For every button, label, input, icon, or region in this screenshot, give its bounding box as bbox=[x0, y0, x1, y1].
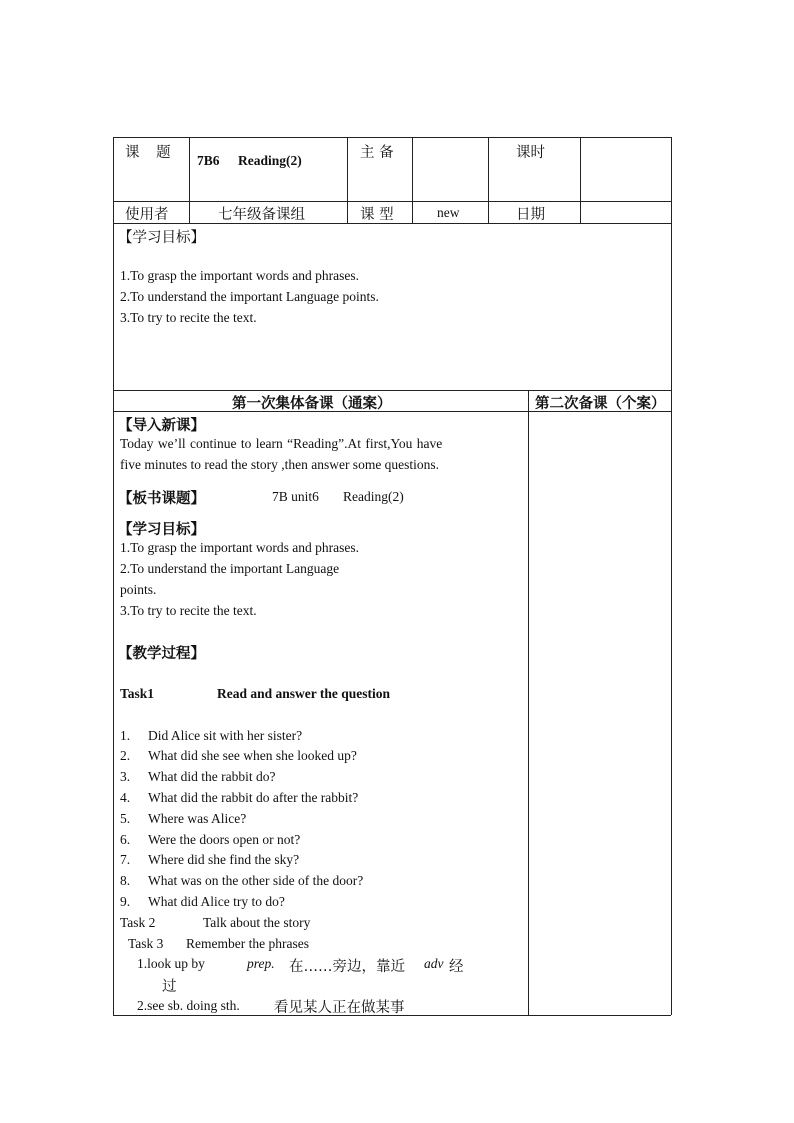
task1-title: Read and answer the question bbox=[217, 686, 391, 701]
question-number: 2. bbox=[120, 748, 131, 763]
table-right-border bbox=[671, 137, 672, 1015]
date-label: 日期 bbox=[516, 207, 545, 223]
question-text: What did the rabbit do after the rabbit? bbox=[148, 790, 359, 805]
objectives-box-item: 3.To try to recite the text. bbox=[120, 310, 257, 325]
objectives-line: 2.To understand the important Language bbox=[120, 561, 340, 576]
lead-label: 主 备 bbox=[360, 145, 394, 161]
header-col-divider-5 bbox=[580, 137, 581, 223]
task2-label: Task 2 bbox=[120, 915, 156, 930]
intro-heading: 【导入新课】 bbox=[118, 418, 205, 434]
header-row-divider bbox=[113, 201, 671, 202]
objectives-box-heading: 【学习目标】 bbox=[118, 230, 205, 246]
question-number: 9. bbox=[120, 894, 131, 909]
phrase-2: 2.see sb. doing sth. bbox=[137, 998, 240, 1013]
question-number: 7. bbox=[120, 852, 131, 867]
list-item bbox=[120, 811, 246, 827]
question-text: Did Alice sit with her sister? bbox=[148, 728, 303, 743]
user-label: 使用者 bbox=[125, 207, 169, 223]
intro-line: five minutes to read the story ,then answer some questions. bbox=[120, 457, 440, 472]
phrase-1-pos-adv: adv bbox=[424, 956, 444, 971]
question-text: What was on the other side of the door? bbox=[148, 873, 364, 888]
header-col-divider-4 bbox=[488, 137, 489, 223]
list-item bbox=[120, 832, 300, 848]
list-item bbox=[120, 873, 363, 889]
course-label: 课 题 bbox=[125, 145, 177, 161]
task3-label: Task 3 bbox=[128, 936, 164, 951]
type-label: 课 型 bbox=[360, 207, 394, 223]
list-item bbox=[120, 748, 357, 764]
table-left-border bbox=[113, 137, 114, 1015]
type-value: new bbox=[437, 205, 460, 220]
task1-label: Task1 bbox=[120, 686, 155, 701]
objectives-box-item: 2.To understand the important Language points. bbox=[120, 289, 379, 304]
question-text: Were the doors open or not? bbox=[148, 832, 301, 847]
question-number: 5. bbox=[120, 811, 131, 826]
period-label: 课时 bbox=[516, 145, 545, 161]
question-number: 3. bbox=[120, 769, 131, 784]
list-item bbox=[120, 894, 285, 910]
objectives-box-item: 1.To grasp the important words and phrases. bbox=[120, 268, 360, 283]
board-value-unit: 7B unit6 bbox=[272, 489, 319, 504]
task3-text: Remember the phrases bbox=[186, 936, 309, 951]
list-item bbox=[120, 769, 275, 785]
task2-text: Talk about the story bbox=[203, 915, 311, 930]
course-value-title: Reading(2) bbox=[238, 153, 302, 168]
question-text: What did she see when she looked up? bbox=[148, 748, 357, 763]
list-item bbox=[120, 790, 358, 806]
right-column-title: 第二次备课（个案） bbox=[535, 396, 666, 412]
list-item bbox=[120, 852, 299, 868]
user-value: 七年级备课组 bbox=[218, 207, 305, 223]
question-text: What did Alice try to do? bbox=[148, 894, 285, 909]
phrase-1-meaning-adv-wrap: 过 bbox=[162, 979, 177, 995]
question-number: 1. bbox=[120, 728, 131, 743]
phrase-2-meaning: 看见某人正在做某事 bbox=[274, 1000, 405, 1016]
intro-line: Today we’ll continue to learn “Reading”.At first,You have bbox=[120, 436, 443, 451]
header-col-divider-1 bbox=[189, 137, 190, 223]
board-heading: 【板书课题】 bbox=[118, 491, 205, 507]
body-column-divider bbox=[528, 390, 529, 1015]
question-number: 8. bbox=[120, 873, 131, 888]
header-col-divider-3 bbox=[412, 137, 413, 223]
phrase-1-meaning: 在……旁边，靠近 bbox=[289, 959, 405, 975]
objectives-box-divider bbox=[113, 390, 671, 391]
header-col-divider-2 bbox=[347, 137, 348, 223]
table-top-border bbox=[113, 137, 671, 138]
objectives-line: 1.To grasp the important words and phrases. bbox=[120, 540, 360, 555]
list-item bbox=[120, 728, 302, 744]
question-text: Where was Alice? bbox=[148, 811, 247, 826]
left-column-title: 第一次集体备课（通案） bbox=[232, 396, 392, 412]
question-number: 4. bbox=[120, 790, 131, 805]
course-value-code: 7B6 bbox=[197, 153, 220, 168]
phrase-1-pos-prep: prep. bbox=[247, 956, 275, 971]
objectives-line: points. bbox=[120, 582, 157, 597]
phrase-1-meaning-adv: 经 bbox=[449, 959, 464, 975]
objectives-line: 3.To try to recite the text. bbox=[120, 603, 257, 618]
question-number: 6. bbox=[120, 832, 131, 847]
board-value-title: Reading(2) bbox=[343, 489, 404, 504]
process-heading: 【教学过程】 bbox=[118, 646, 205, 662]
question-text: Where did she find the sky? bbox=[148, 852, 300, 867]
objectives-heading: 【学习目标】 bbox=[118, 522, 205, 538]
phrase-1: 1.look up by bbox=[137, 956, 205, 971]
question-text: What did the rabbit do? bbox=[148, 769, 276, 784]
